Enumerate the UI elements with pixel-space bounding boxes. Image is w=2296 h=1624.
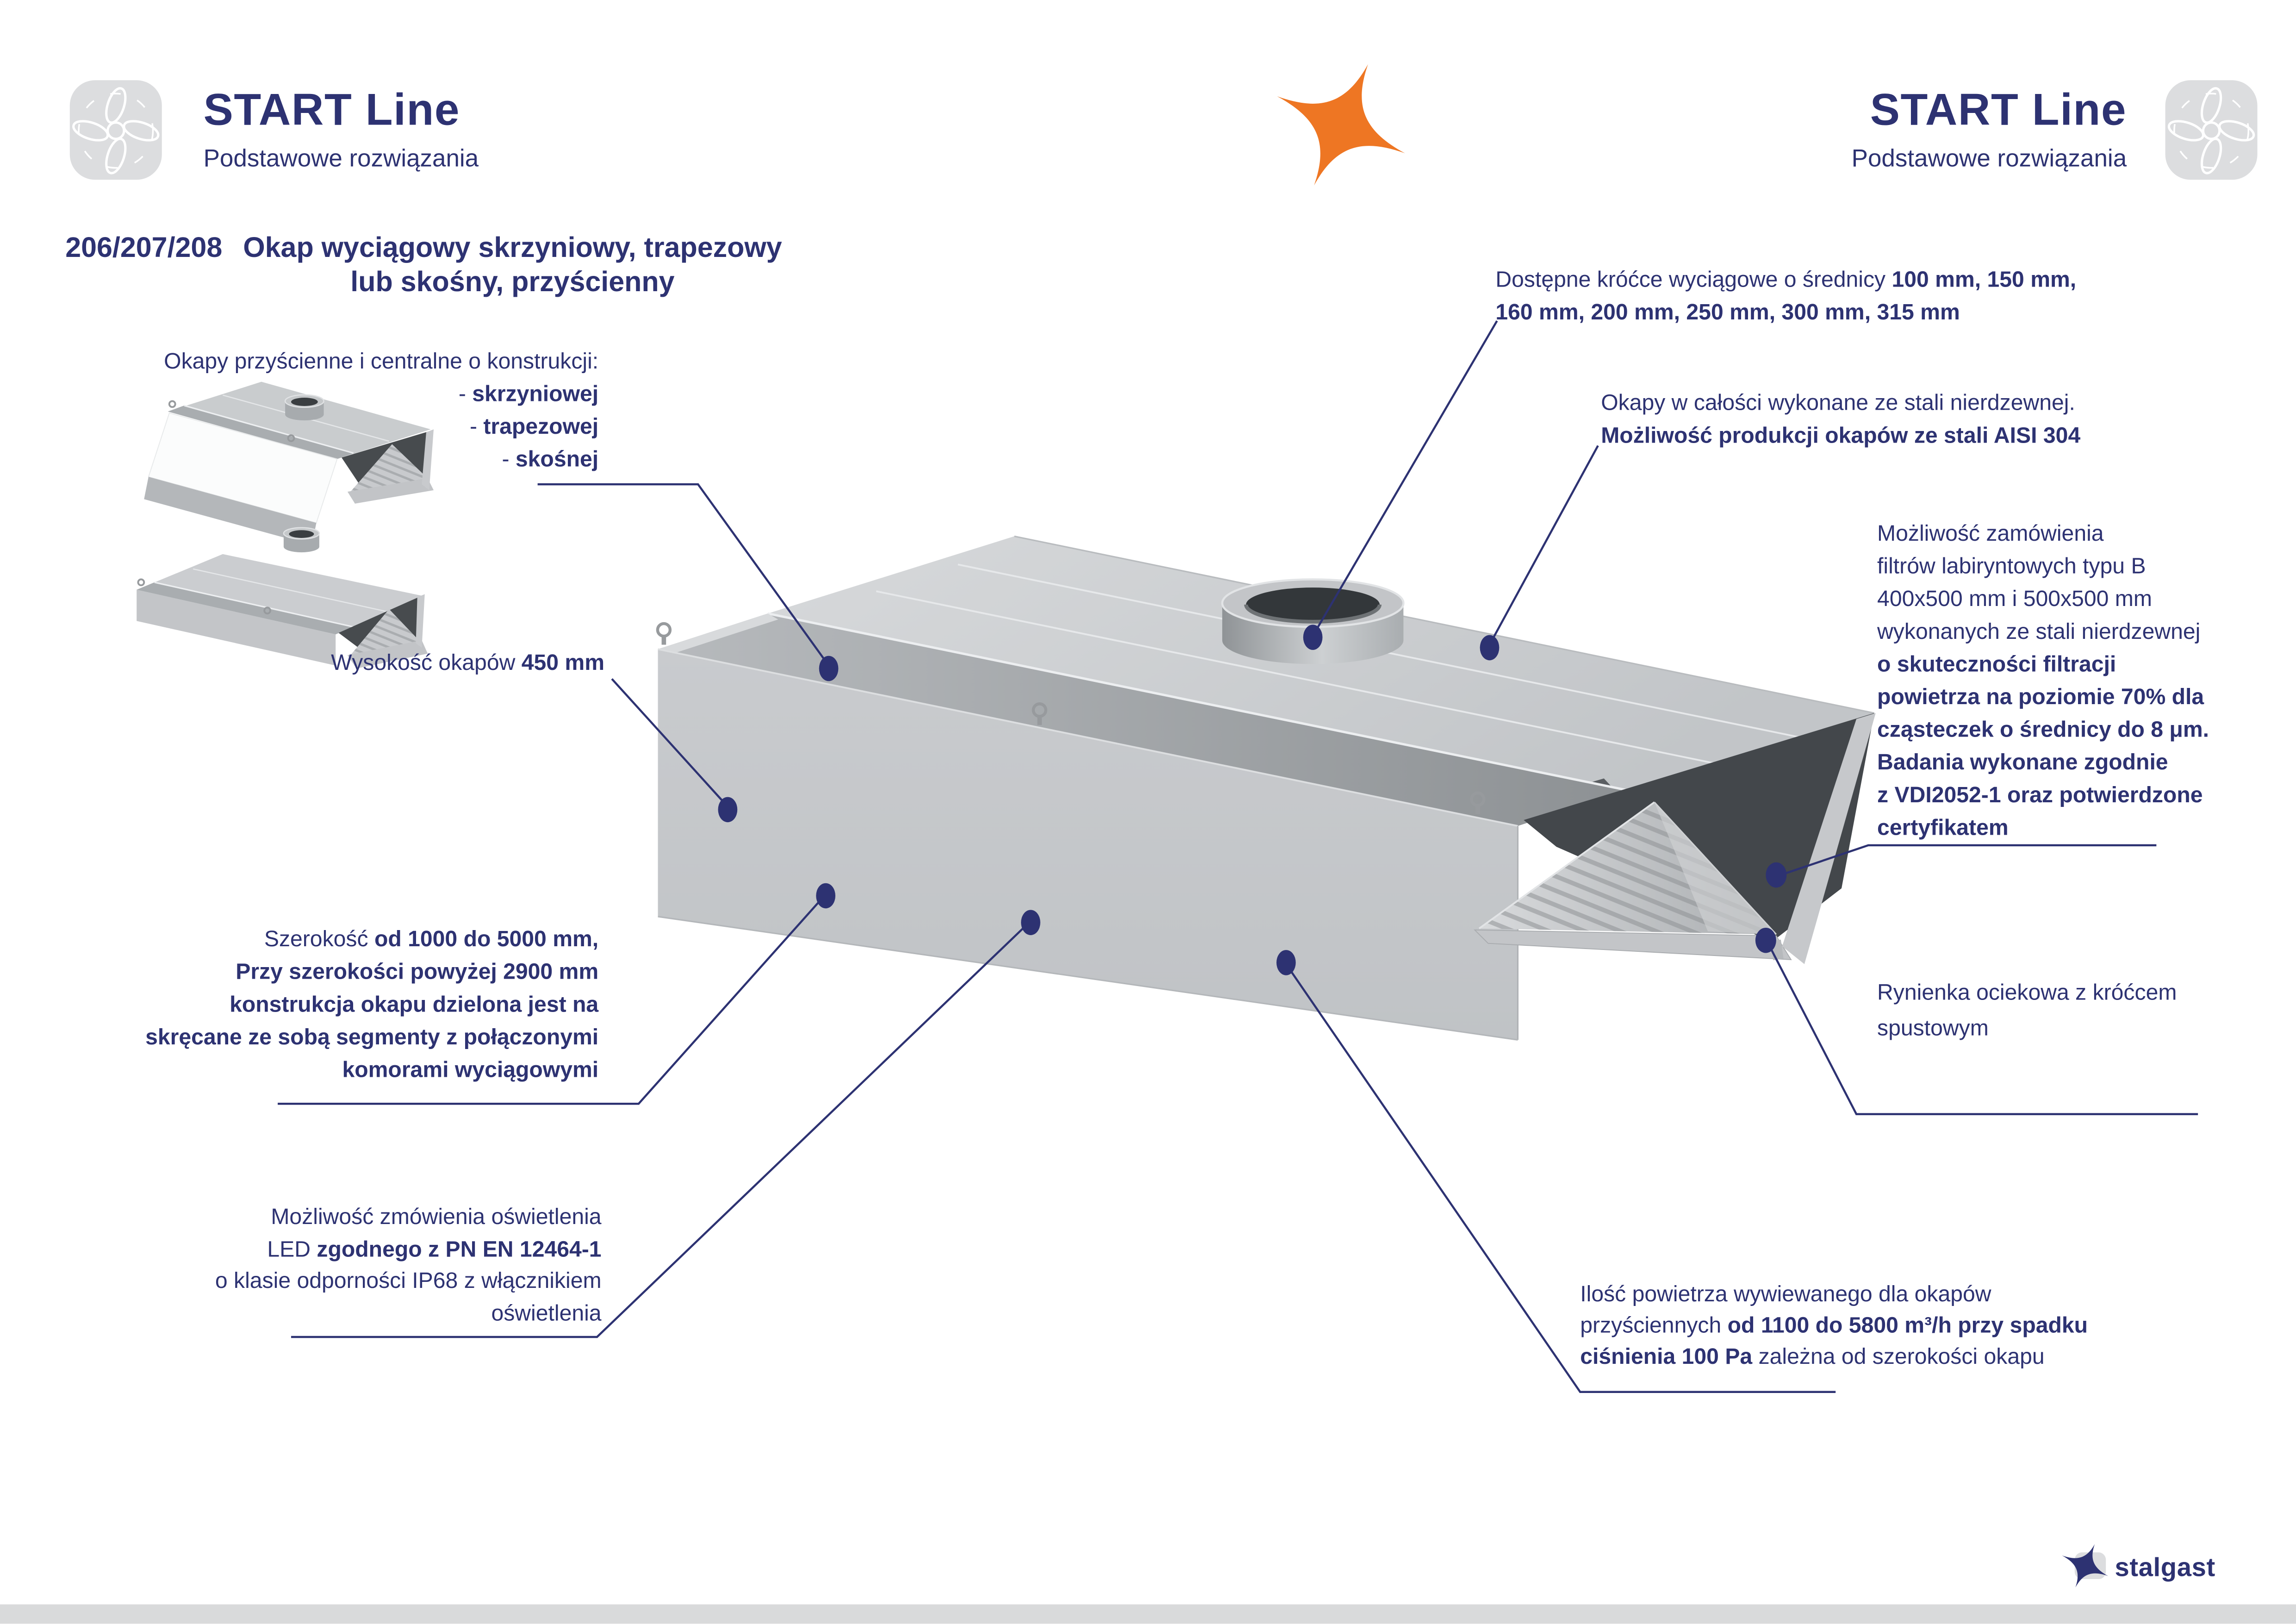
fan-icon bbox=[2165, 80, 2258, 180]
annotation-line: 400x500 mm i 500x500 mm bbox=[1877, 587, 2152, 612]
annotation-line: wykonanych ze stali nierdzewnej bbox=[1877, 619, 2201, 645]
dot-ilosc bbox=[1276, 950, 1296, 975]
dot-led bbox=[1021, 910, 1040, 935]
annotation-line: Możliwość zmówienia oświetlenia bbox=[271, 1205, 602, 1230]
dot-wysokosc bbox=[718, 797, 738, 823]
annotation-line: przyściennych od 1100 do 5800 m³/h przy spadku bbox=[1580, 1313, 2088, 1339]
drip-tray bbox=[1475, 930, 1791, 960]
annotation-line: Dostępne króćce wyciągowe o średnicy 100 mm, 150 mm, bbox=[1495, 267, 2077, 293]
leader-line-stal bbox=[1490, 446, 1598, 645]
annotation-line: certyfikatem bbox=[1877, 815, 2009, 841]
annotation-line: oświetlenia bbox=[491, 1300, 602, 1326]
annotation-line: Wysokość okapów 450 mm bbox=[331, 650, 605, 676]
annotation-line: Szerokość od 1000 do 5000 mm, bbox=[264, 927, 599, 952]
annotation-stainless-steel bbox=[1601, 388, 2080, 453]
annotation-line: spustowym bbox=[1877, 1016, 1989, 1042]
product-title: Okap wyciągowy skrzyniowy, trapezowy lub skośny, przyścienny bbox=[243, 233, 782, 299]
dot-rynienka bbox=[1755, 928, 1776, 953]
annotation-line: Badania wykonane zgodnie bbox=[1877, 750, 2168, 776]
annotation-line: - skośnej bbox=[502, 447, 599, 473]
annotation-labyrinth-filters bbox=[1877, 518, 2209, 845]
header-right bbox=[1852, 86, 2127, 172]
dot-krocce bbox=[1303, 625, 1323, 650]
page-subtitle: Podstawowe rozwiązania bbox=[203, 145, 479, 173]
annotation-line: powietrza na poziomie 70% dla bbox=[1877, 685, 2204, 710]
annotation-line: Okapy przyścienne i centralne o konstrukcji: bbox=[164, 349, 599, 375]
annotation-duct-diameters bbox=[1495, 264, 2076, 330]
annotation-led-lighting bbox=[215, 1202, 602, 1330]
product-code: 206/207/208 bbox=[65, 233, 223, 265]
annotation-line: LED zgodnego z PN EN 12464-1 bbox=[267, 1237, 602, 1262]
annotation-line: ciśnienia 100 Pa zależna od szerokości okapu bbox=[1580, 1344, 2045, 1370]
annotation-hood-width bbox=[145, 924, 598, 1087]
fan-icon bbox=[70, 80, 162, 180]
footer-brand-name: stalgast bbox=[2115, 1552, 2215, 1582]
dot-konstrukcja bbox=[819, 656, 839, 681]
annotation-line: komorami wyciągowymi bbox=[342, 1057, 599, 1083]
annotation-line: - skrzyniowej bbox=[458, 381, 599, 407]
bottom-bar bbox=[0, 1605, 2296, 1624]
fan-logo-left bbox=[70, 80, 162, 180]
annotation-line: konstrukcja okapu dzielona jest na bbox=[230, 992, 599, 1018]
dot-filtry bbox=[1766, 862, 1786, 888]
annotation-line: Rynienka ociekowa z króćcem bbox=[1877, 980, 2177, 1006]
annotation-line: Ilość powietrza wywiewanego dla okapów bbox=[1580, 1282, 1991, 1307]
annotation-line: z VDI2052-1 oraz potwierdzone bbox=[1877, 783, 2203, 808]
annotation-line: skręcane ze sobą segmenty z połączonymi bbox=[145, 1025, 599, 1050]
annotation-construction-types bbox=[164, 346, 598, 477]
leader-line-krocce bbox=[1313, 321, 1497, 636]
annotation-line: o skuteczności filtracji bbox=[1877, 652, 2116, 678]
product-heading bbox=[65, 232, 782, 300]
hood-thumbnail-box bbox=[137, 528, 428, 668]
annotation-line: - trapezowej bbox=[469, 414, 599, 440]
annotation-line: Przy szerokości powyżej 2900 mm bbox=[236, 959, 599, 985]
annotation-line: Możliwość produkcji okapów ze stali AISI 304 bbox=[1601, 423, 2081, 449]
annotation-line: filtrów labiryntowych typu B bbox=[1877, 554, 2146, 580]
annotation-line: Okapy w całości wykonane ze stali nierdzewnej. bbox=[1601, 390, 2075, 416]
annotation-airflow bbox=[1580, 1279, 2088, 1373]
annotation-line: o klasie odporności IP68 z włącznikiem bbox=[215, 1268, 602, 1294]
annotation-drip-tray bbox=[1877, 976, 2177, 1047]
annotation-line: 160 mm, 200 mm, 250 mm, 300 mm, 315 mm bbox=[1495, 300, 1960, 325]
main-hood-illustration bbox=[658, 536, 1876, 1040]
annotation-hood-height bbox=[331, 650, 604, 676]
footer-brand-logo bbox=[2061, 1539, 2254, 1595]
fan-logo-right bbox=[2165, 80, 2258, 180]
annotation-line: cząsteczek o średnicy do 8 μm. bbox=[1877, 717, 2209, 743]
annotation-line: Możliwość zamówienia bbox=[1877, 521, 2104, 547]
page-subtitle: Podstawowe rozwiązania bbox=[1851, 145, 2127, 173]
orange-spark-icon bbox=[1259, 44, 1423, 205]
page-title: START Line bbox=[203, 86, 460, 136]
stalgast-star-icon bbox=[2061, 1539, 2115, 1595]
duct-collar bbox=[1222, 579, 1403, 664]
page-title: START Line bbox=[1870, 86, 2127, 136]
header-left bbox=[204, 86, 479, 172]
dot-szerokosc bbox=[816, 883, 835, 909]
dot-stal bbox=[1480, 635, 1500, 661]
